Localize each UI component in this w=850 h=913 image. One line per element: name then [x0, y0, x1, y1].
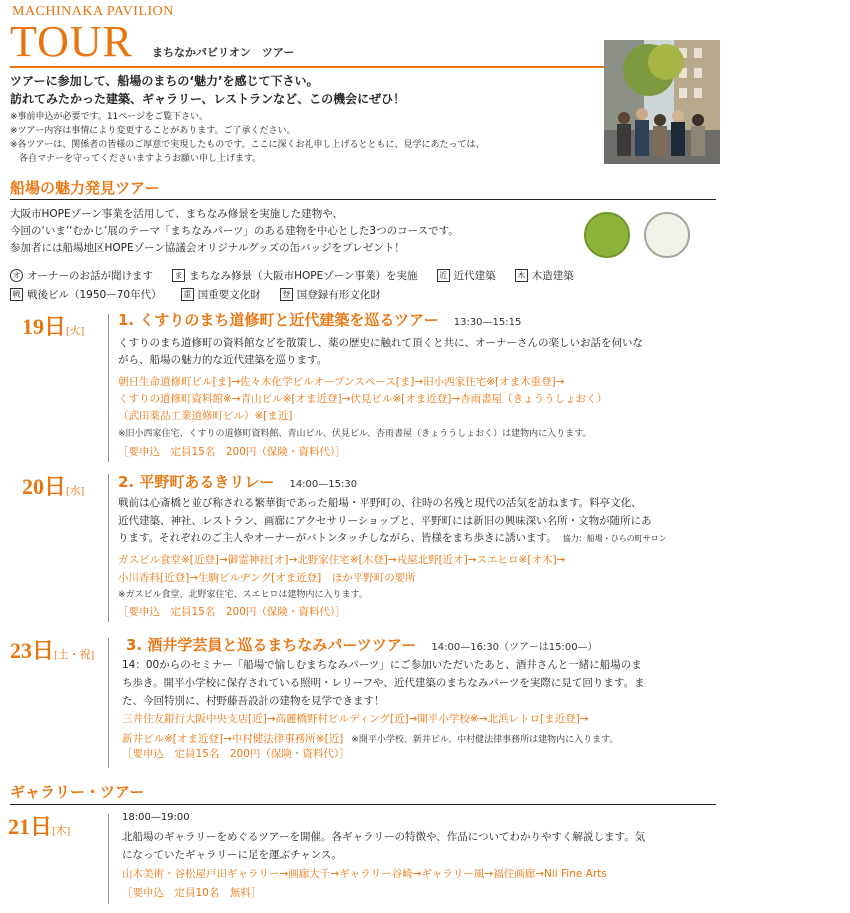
legend-label: 国重要文化財 — [197, 289, 261, 301]
gallery-date: 21日[木] — [8, 814, 71, 839]
can-badge-green — [584, 212, 630, 258]
tour3-divider — [108, 638, 109, 768]
tour3-desc-2: ち歩き。開平小学校に保存されている照明・レリーフや、近代建築のまちなみパーツを実際に見て回ります。ま — [122, 677, 645, 689]
legend-label: まちなみ修景（大阪市HOPEゾーン事業）を実施 — [189, 270, 418, 282]
tour1-apply: ［要申込 定員15名 200円（保険・資料代）］ — [118, 446, 346, 458]
tour2-note: ※ガスビル食堂、北野家住宅、スエヒロは建物内に入ります。 — [118, 590, 368, 600]
tour1-note: ※旧小西家住宅、くすりの道修町資料館、青山ビル、伏見ビル、杏雨書屋（きょううしょおく）は建物内に入ります。 — [118, 429, 592, 439]
gallery-desc-1: 北船場のギャラリーをめぐるツアーを開催。各ギャラリーの特徴や、作品についてわかりやすく解説します。気 — [122, 831, 646, 843]
tour1-route-1: 朝日生命道修町ビル[ま]→佐々木化学ビルオープンスペース[ま]→旧小西家住宅※[オま木重登]→ — [118, 376, 565, 388]
header-note-1: ※事前申込が必要です。11ページをご覧下さい。 — [10, 112, 209, 122]
gallery-divider — [108, 814, 109, 904]
tour3-desc-1: 14：00からのセミナー「船場で愉しむまちなみパーツ」にご参加いただいたあと、酒井さんと一緒に船場のま — [122, 659, 642, 671]
tour3-route-2: 新井ビル※[オま近登]→中村健法律事務所※[近] ※開平小学校、新井ビル、中村健法律事務所は建物内に入ります。 — [122, 733, 619, 745]
tour1-desc-2: がら、船場の魅力的な近代建築を巡ります。 — [118, 354, 328, 366]
modern-building-icon: 近 — [437, 269, 450, 282]
wooden-building-icon: 木 — [515, 269, 528, 282]
tour2-apply: ［要申込 定員15名 200円（保険・資料代）］ — [118, 606, 346, 618]
tour2-title: 2. 平野町あるきリレー 14:00—15:30 — [118, 473, 358, 491]
legend-row-1 — [10, 265, 588, 284]
legend-row-2 — [10, 284, 395, 303]
section-intro-1: 大阪市HOPEゾーン事業を活用して、まちなみ修景を実施した建物や、 — [10, 208, 343, 220]
tour1-divider — [108, 314, 109, 462]
tour1-desc-1: くすりのまち道修町の資料館などを散策し、薬の歴史に触れて頂くと共に、オーナーさんの楽しいお話を伺いな — [118, 337, 643, 349]
gallery-desc-2: になっていたギャラリーに足を運ぶチャンス。 — [122, 849, 343, 861]
postwar-building-icon: 戦 — [10, 288, 23, 301]
section-rule-2 — [10, 804, 716, 805]
tour2-route-2: 小川香料[近登]→生駒ビルヂング[オま近登] ほか平野町の要所 — [118, 572, 416, 584]
header-subtitle: まちなかパビリオン ツアー — [152, 46, 295, 59]
header-note-4: 各自マナーを守ってくださいますようお願い申し上げます。 — [10, 154, 262, 164]
header-note-3: ※各ツアーは、関係者の皆様のご厚意で実現したものです。ここに深くお礼申し上げるとともに、見学にあたっては、 — [10, 140, 485, 150]
tour3-date: 23日[土・祝] — [10, 638, 95, 663]
header-rule — [10, 66, 604, 68]
tour2-desc-3: ります。それぞれのご主人やオーナーがバトンタッチしながら、皆様をまち歩きに誘います。 協力：船場・ひらの町サロン — [118, 532, 667, 544]
legend-label: 戦後ビル（1950ー70年代） — [27, 289, 162, 301]
can-badge-white — [644, 212, 690, 258]
legend-label: オーナーのお話が聞けます — [27, 270, 153, 282]
tour1-title: 1. くすりのまち道修町と近代建築を巡るツアー 13:30—15:15 — [118, 311, 522, 329]
tour2-date: 20日[水] — [22, 474, 85, 499]
section-heading-tour: 船場の魅力発見ツアー — [10, 179, 160, 197]
header-note-2: ※ツアー内容は事情により変更することがあります。ご了承ください。 — [10, 126, 296, 136]
section-heading-gallery: ギャラリー・ツアー — [10, 783, 145, 801]
important-property-icon: 重 — [181, 288, 194, 301]
tour3-route-1: 三井住友銀行大阪中央支店[近]→高麗橋野村ビルディング[近]→開平小学校※→北浜レトロ[ま近登]→ — [122, 713, 589, 725]
tour1-date: 19日[火] — [22, 314, 85, 339]
tour2-desc-1: 戦前は心斎橋と並び称される繁華街であった船場・平野町の、往時の名残と現代の活気を訪ねます。料亭文化、 — [118, 497, 642, 509]
header-title: TOUR — [10, 17, 133, 66]
section-intro-3: 参加者には船場地区HOPEゾーン協議会オリジナルグッズの缶バッジをプレゼント！ — [10, 242, 405, 254]
legend-label: 木造建築 — [531, 270, 574, 282]
legend-label: 国登録有形文化財 — [296, 289, 381, 301]
section-rule-1 — [10, 199, 716, 200]
owner-icon: オ — [10, 269, 23, 282]
tour-group-photo — [604, 40, 720, 164]
gallery-apply: ［要申込 定員10名 無料］ — [122, 887, 262, 899]
header-lead-1: ツアーに参加して、船場のまちの‘魅力’を感じて下さい。 — [10, 74, 319, 88]
tour3-apply: ［要申込 定員15名 200円（保険・資料代）］ — [122, 748, 350, 760]
machinami-icon: ま — [172, 269, 185, 282]
registered-property-icon: 登 — [280, 288, 293, 301]
gallery-route: 山木美術・谷松屋戸田ギャラリー→画廊大千→ギャラリー谷崎→ギャラリー風→福住画廊→Nii Fine Arts — [122, 868, 607, 880]
tour3-title: 3. 酒井学芸員と巡るまちなみパーツツアー 14:00—16:30（ツアーは15:00—） — [126, 636, 598, 654]
tour2-route-1: ガスビル食堂※[近登]→御霊神社[オ]→北野家住宅※[木登]→戎屋北野[近オ]→スエヒロ※[オ木]→ — [118, 554, 566, 566]
tour3-desc-3: た、今回特別に、村野藤吾設計の建物を見学できます！ — [122, 695, 385, 707]
tour2-desc-2: 近代建築、神社、レストラン、画廊にアクセサリーショップと、平野町には新旧の興味深い名所・文物が随所にあ — [118, 515, 652, 527]
tour1-route-2: くすりの道修町資料館※→青山ビル※[オま近登]→伏見ビル※[オま近登]→杏雨書屋（きょううしょおく） — [118, 393, 608, 405]
tour2-divider — [108, 474, 109, 622]
header-lead-2: 訪れてみたかった建築、ギャラリー、レストランなど、この機会にぜひ！ — [10, 92, 406, 106]
section-intro-2: 今回の‘いま’‘むかじ’展のテーマ「まちなみパーツ」のある建物を中心とした3つのコースです。 — [10, 225, 459, 237]
gallery-time: 18:00—19:00 — [122, 812, 190, 823]
legend-label: 近代建築 — [453, 270, 496, 282]
tour1-route-3: （武田薬品工業道修町ビル）※[ま近] — [118, 410, 293, 422]
header-kicker: MACHINAKA PAVILION — [12, 4, 174, 19]
